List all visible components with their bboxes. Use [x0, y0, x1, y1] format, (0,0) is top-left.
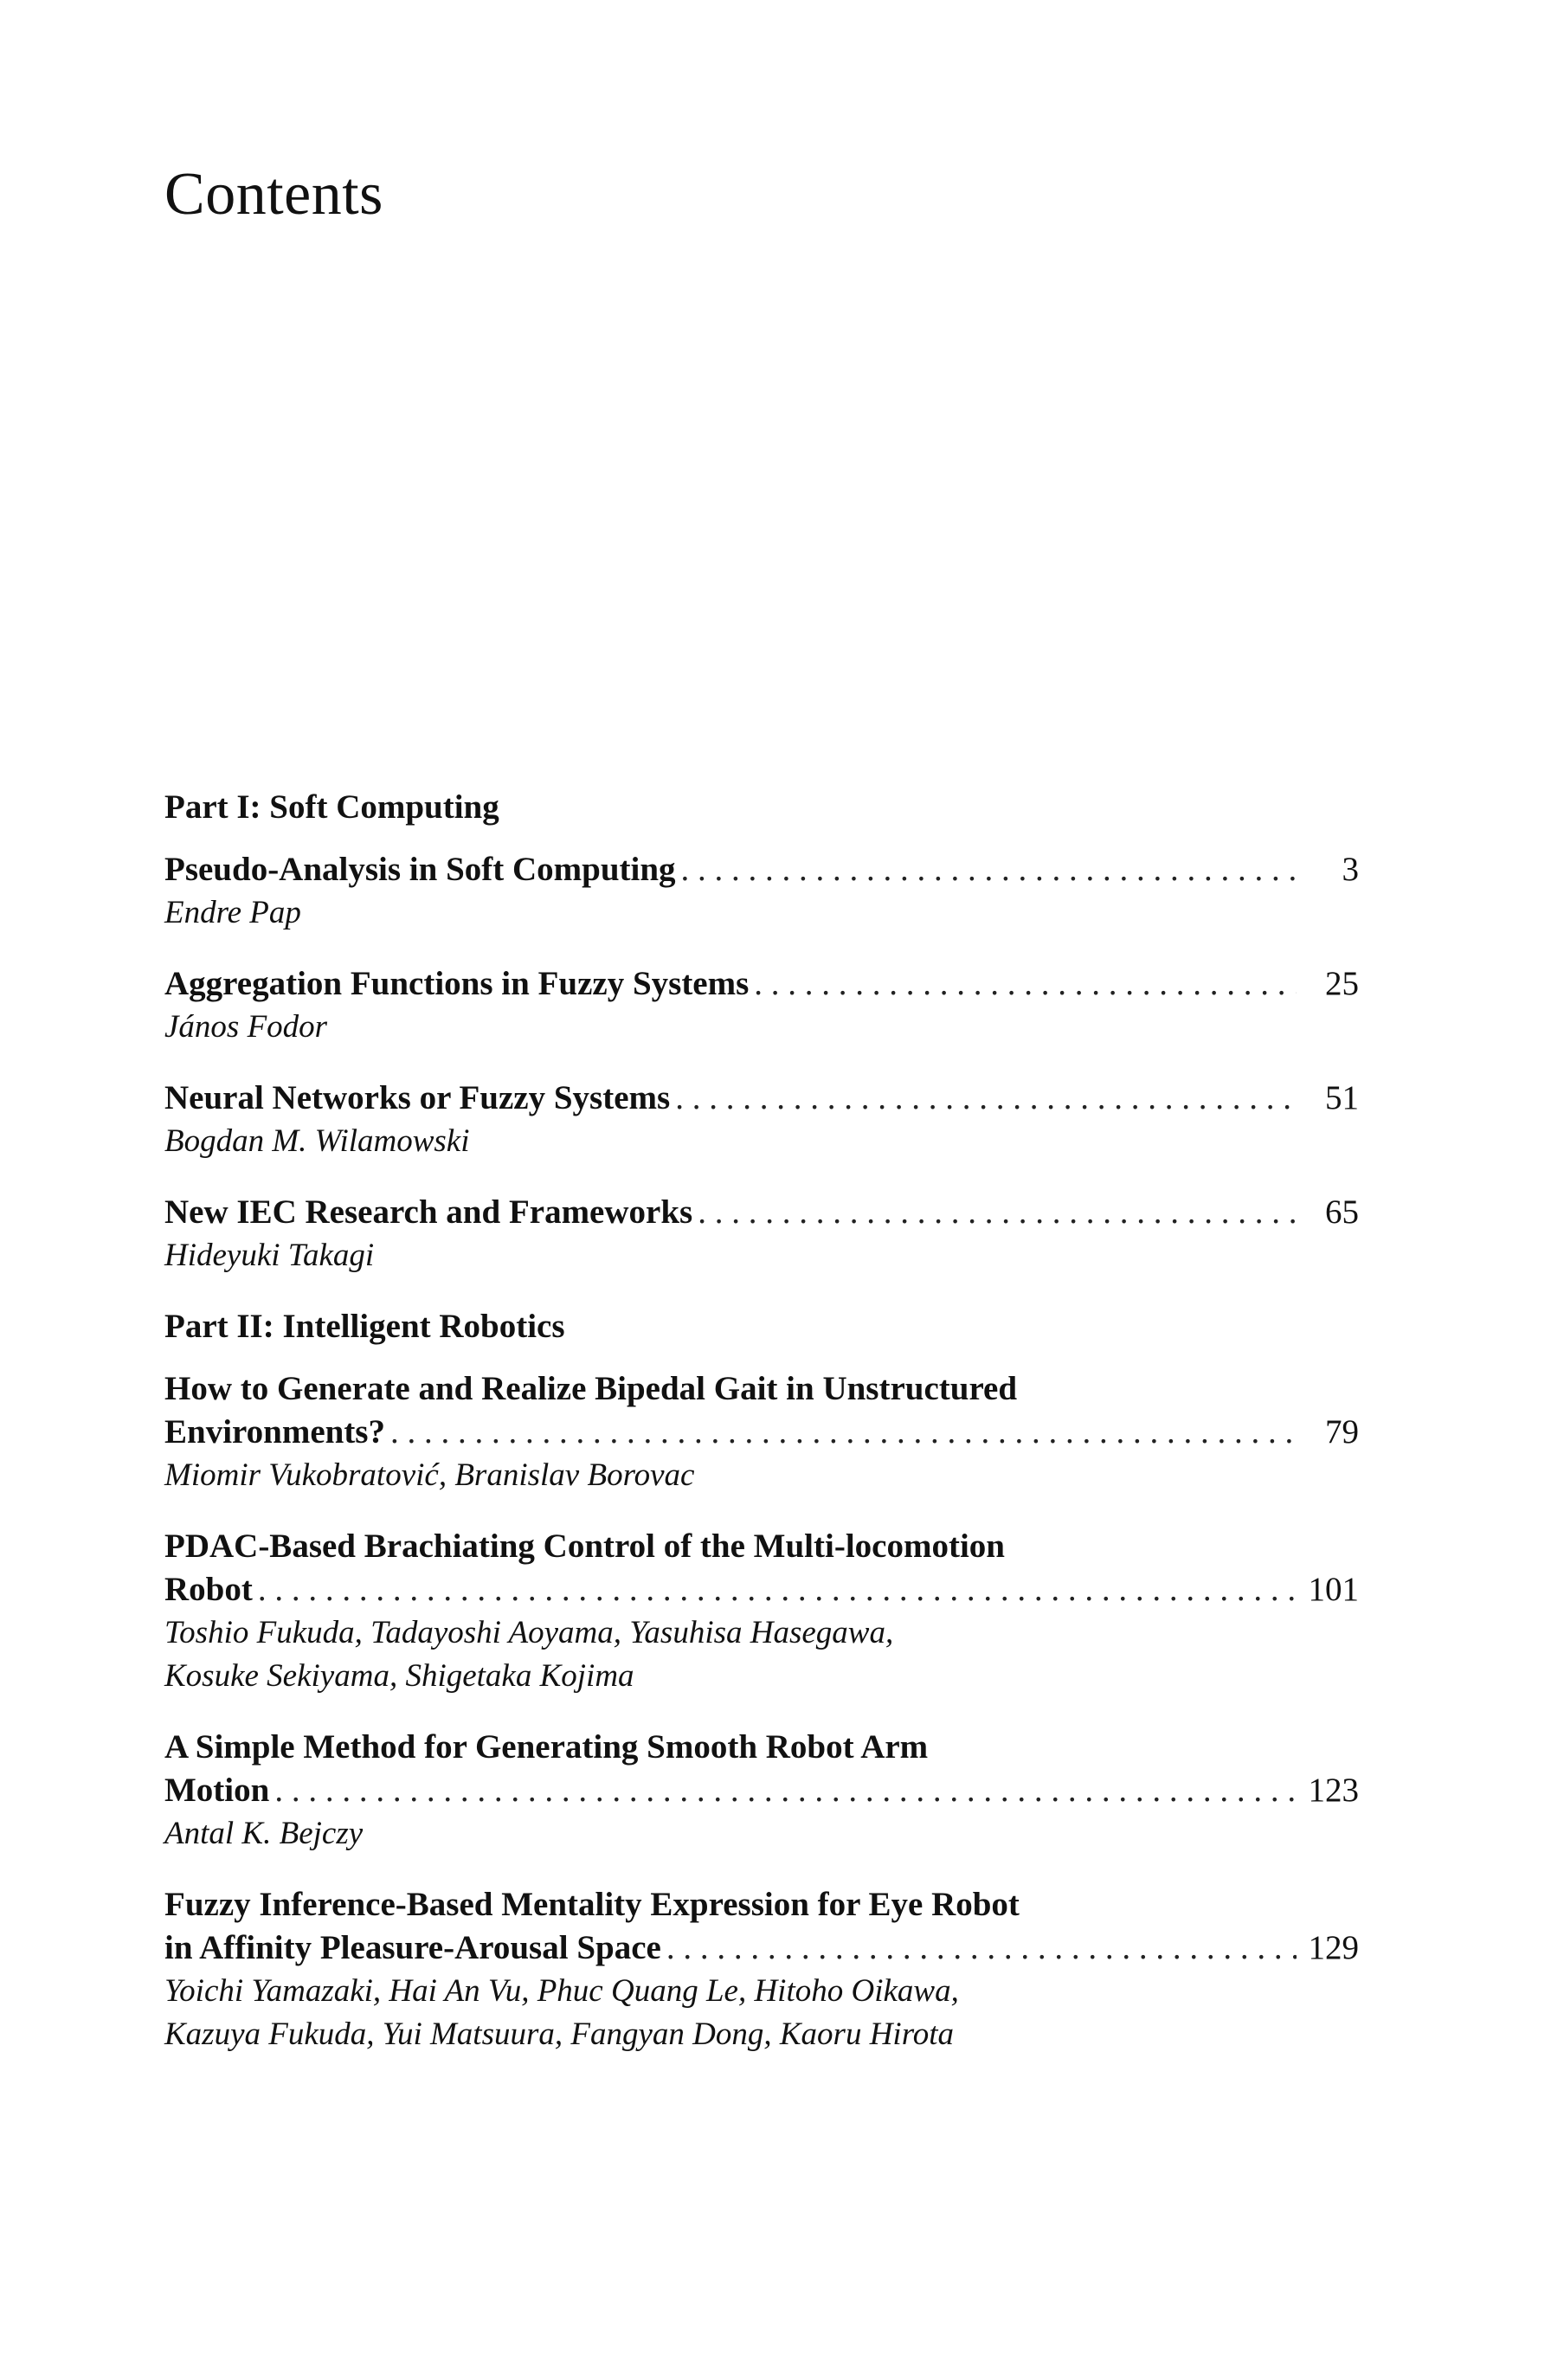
toc-entry[interactable]	[164, 1883, 1359, 2056]
page-number[interactable]: 123	[1308, 1772, 1359, 1809]
page-number[interactable]: 3	[1342, 851, 1359, 888]
leader-dots	[390, 1411, 1297, 1454]
entry-title-line	[164, 1411, 1359, 1454]
entry-authors: Bogdan M. Wilamowski	[164, 1123, 470, 1159]
page-title: Contents	[164, 161, 383, 228]
entry-title-line	[164, 1568, 1359, 1611]
toc-entry[interactable]	[164, 962, 1359, 1049]
entry-authors: Endre Pap	[164, 895, 301, 930]
entry-authors: Yoichi Yamazaki, Hai An Vu, Phuc Quang Le, Hitoho Oikawa,	[164, 1973, 959, 2009]
leader-dots	[666, 1927, 1297, 1970]
entry-authors: Antal K. Bejczy	[164, 1816, 364, 1851]
part-heading: Part II: Intelligent Robotics	[164, 1308, 565, 1345]
page-number[interactable]: 25	[1325, 965, 1359, 1002]
entry-title[interactable]: in Affinity Pleasure-Arousal Space	[164, 1929, 661, 1966]
toc-entry[interactable]	[164, 1077, 1359, 1163]
leader-dots	[754, 962, 1297, 1006]
page-number[interactable]: 79	[1325, 1413, 1359, 1451]
leader-dots	[698, 1191, 1297, 1234]
leader-dots	[681, 848, 1297, 891]
entry-authors: Toshio Fukuda, Tadayoshi Aoyama, Yasuhisa Hasegawa,	[164, 1615, 894, 1650]
entry-title-line	[164, 1077, 1359, 1120]
entry-authors: Miomir Vukobratović, Branislav Borovac	[164, 1457, 695, 1493]
entry-title[interactable]: Pseudo-Analysis in Soft Computing	[164, 851, 676, 888]
leader-dots	[274, 1769, 1297, 1812]
entry-title[interactable]: Robot	[164, 1571, 253, 1608]
entry-title[interactable]: Aggregation Functions in Fuzzy Systems	[164, 965, 750, 1002]
toc-entry[interactable]	[164, 848, 1359, 935]
entry-authors: Kosuke Sekiyama, Shigetaka Kojima	[164, 1658, 634, 1694]
page-number[interactable]: 101	[1308, 1571, 1359, 1608]
leader-dots	[258, 1568, 1297, 1611]
entry-title-line	[164, 962, 1359, 1006]
entry-title-line	[164, 1525, 1359, 1568]
entry-title-line	[164, 1726, 1359, 1769]
page-number[interactable]: 51	[1325, 1079, 1359, 1116]
entry-title[interactable]: PDAC-Based Brachiating Control of the Multi-locomotion	[164, 1528, 1005, 1565]
toc-entry[interactable]	[164, 1367, 1359, 1497]
entry-title[interactable]: How to Generate and Realize Bipedal Gait in Unstructured	[164, 1370, 1018, 1407]
toc-entry[interactable]	[164, 1191, 1359, 1277]
page-number[interactable]: 65	[1325, 1193, 1359, 1231]
entry-title[interactable]: Motion	[164, 1772, 270, 1809]
entry-title-line	[164, 1191, 1359, 1234]
entry-authors: János Fodor	[164, 1009, 328, 1045]
entry-title-line	[164, 1883, 1359, 1927]
entry-title-line	[164, 1367, 1359, 1411]
entry-title-line	[164, 1769, 1359, 1812]
entry-title[interactable]: New IEC Research and Frameworks	[164, 1193, 693, 1231]
entry-title-line	[164, 1927, 1359, 1970]
entry-title[interactable]: Neural Networks or Fuzzy Systems	[164, 1079, 671, 1116]
toc-entry[interactable]	[164, 1525, 1359, 1698]
entry-title[interactable]: A Simple Method for Generating Smooth Robot Arm	[164, 1728, 929, 1766]
entry-authors: Hideyuki Takagi	[164, 1238, 375, 1273]
table-of-contents	[164, 786, 1359, 2084]
entry-title[interactable]: Fuzzy Inference-Based Mentality Expression for Eye Robot	[164, 1886, 1020, 1923]
page-number[interactable]: 129	[1308, 1929, 1359, 1966]
entry-authors: Kazuya Fukuda, Yui Matsuura, Fangyan Dong, Kaoru Hirota	[164, 2017, 955, 2052]
part-heading: Part I: Soft Computing	[164, 788, 499, 826]
toc-entry[interactable]	[164, 1726, 1359, 1856]
entry-title[interactable]: Environments?	[164, 1413, 385, 1451]
entry-title-line	[164, 848, 1359, 891]
leader-dots	[675, 1077, 1297, 1120]
